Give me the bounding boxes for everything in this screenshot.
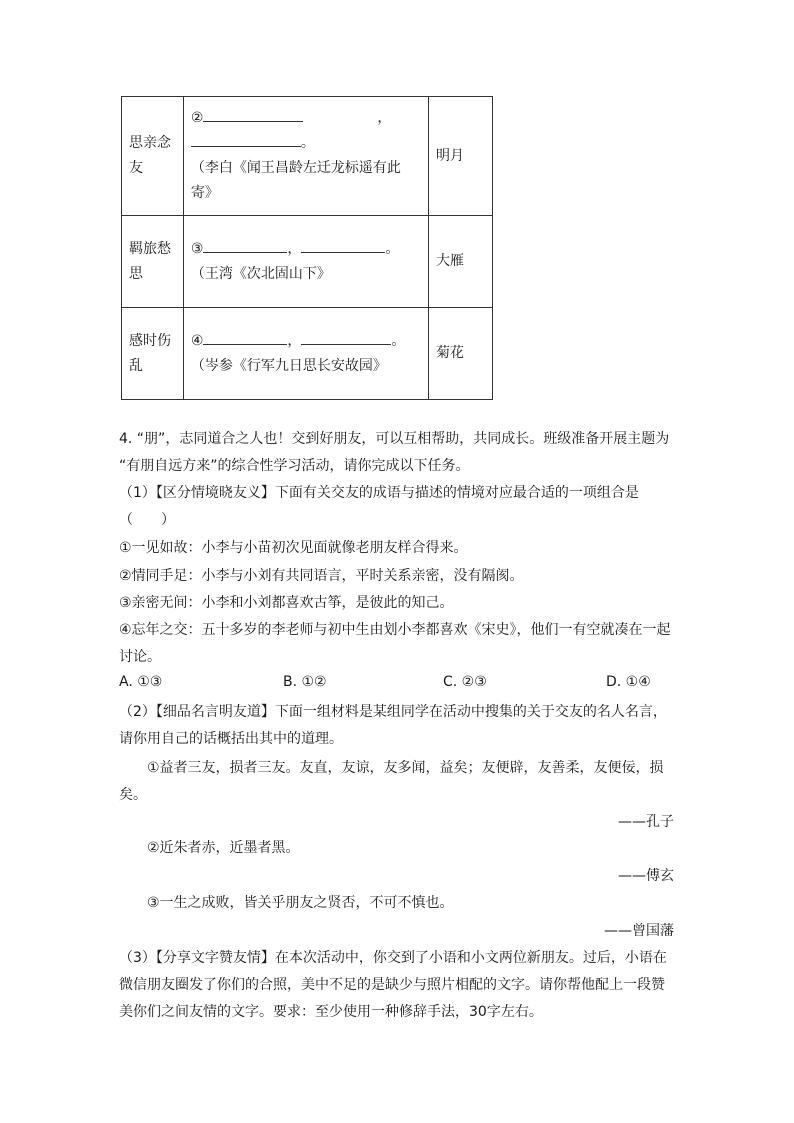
fill-blank[interactable] — [191, 131, 301, 147]
verse-cell: ② ， 。 （李白《闻王昌龄左迁龙标遥有此寄》 — [183, 97, 428, 216]
quote: 矣。 — [119, 787, 147, 803]
quote: ①益者三友，损者三友。友直，友谅，友多闻，益矣；友便辟，友善柔，友便佞，损 — [147, 760, 664, 776]
fill-blank[interactable] — [301, 237, 385, 253]
theme-cell: 感时伤乱 — [122, 308, 184, 400]
table-row — [122, 97, 493, 216]
image-cell: 菊花 — [429, 308, 493, 400]
quote-author: ——孔子 — [618, 814, 674, 830]
fill-blank[interactable] — [301, 329, 391, 345]
answer-paren: （ ） — [119, 512, 175, 528]
theme-cell: 羁旅愁思 — [122, 216, 184, 308]
poem-source: （李白《闻王昌龄左迁龙标遥有此寄》 — [190, 160, 401, 201]
poem-table — [121, 96, 493, 400]
verse-cell: ④ ， 。 （岑参《行军九日思长安故园》 — [183, 308, 428, 400]
poem-source: （王湾《次北固山下》 — [190, 265, 331, 282]
verse-cell: ③ ， 。 （王湾《次北固山下》 — [183, 216, 428, 308]
subquestion-2: 请你用自己的话概括出其中的道理。 — [119, 731, 343, 747]
option-c[interactable]: C. ②③ — [443, 674, 487, 690]
subquestion-2: （2）【细品名言明友道】下面一组材料是某组同学在活动中搜集的关于交友的名人名言， — [119, 704, 667, 720]
theme-cell: 思亲念友 — [122, 97, 184, 216]
question-intro: “有朋自远方来”的综合性学习活动，请你完成以下任务。 — [119, 458, 470, 474]
option-d[interactable]: D. ①④ — [606, 674, 651, 690]
subquestion-1: （1）【区分情境晓友义】下面有关交友的成语与描述的情境对应最合适的一项组合是 — [119, 485, 639, 501]
quote: ②近朱者赤，近墨者黑。 — [147, 840, 300, 856]
image-cell: 大雁 — [429, 216, 493, 308]
quote: ③一生之成败，皆关乎朋友之贤否，不可不慎也。 — [147, 895, 454, 911]
image-cell: 明月 — [429, 97, 493, 216]
fill-blank[interactable] — [203, 106, 303, 122]
subquestion-3: （3）【分享文字赞友情】在本次活动中，你交到了小语和小文两位新朋友。过后，小语在 — [119, 950, 667, 966]
answer-options — [119, 674, 679, 694]
list-item: ②情同手足：小李与小刘有共同语言，平时关系亲密，没有隔阂。 — [119, 568, 524, 584]
table-row — [122, 216, 493, 308]
list-item: ①一见如故：小李与小苗初次见面就像老朋友样合得来。 — [119, 540, 468, 556]
list-item: 讨论。 — [119, 649, 161, 665]
table-row — [122, 308, 493, 400]
option-a[interactable]: A. ①③ — [119, 674, 163, 690]
question-intro: 4. “朋”，志同道合之人也！交到好朋友，可以互相帮助，共同成长。班级准备开展主题为 — [119, 431, 670, 447]
list-item: ③亲密无间：小李和小刘都喜欢古筝，是彼此的知己。 — [119, 595, 454, 611]
quote-author: ——曾国藩 — [604, 923, 674, 939]
fill-blank[interactable] — [203, 329, 287, 345]
quote-author: ——傅玄 — [618, 868, 674, 884]
poem-source: （岑参《行军九日思长安故园》 — [190, 357, 387, 374]
list-item: ④忘年之交：五十多岁的李老师与初中生由划小李都喜欢《宋史》，他们一有空就凑在一起 — [119, 622, 671, 638]
fill-blank[interactable] — [203, 237, 287, 253]
subquestion-3: 美你们之间友情的文字。要求：至少使用一种修辞手法，30字左右。 — [119, 1004, 543, 1020]
option-b[interactable]: B. ①② — [283, 674, 327, 690]
subquestion-3: 微信朋友圈发了你们的合照，美中不足的是缺少与照片相配的文字。请你帮他配上一段赞 — [119, 977, 665, 993]
